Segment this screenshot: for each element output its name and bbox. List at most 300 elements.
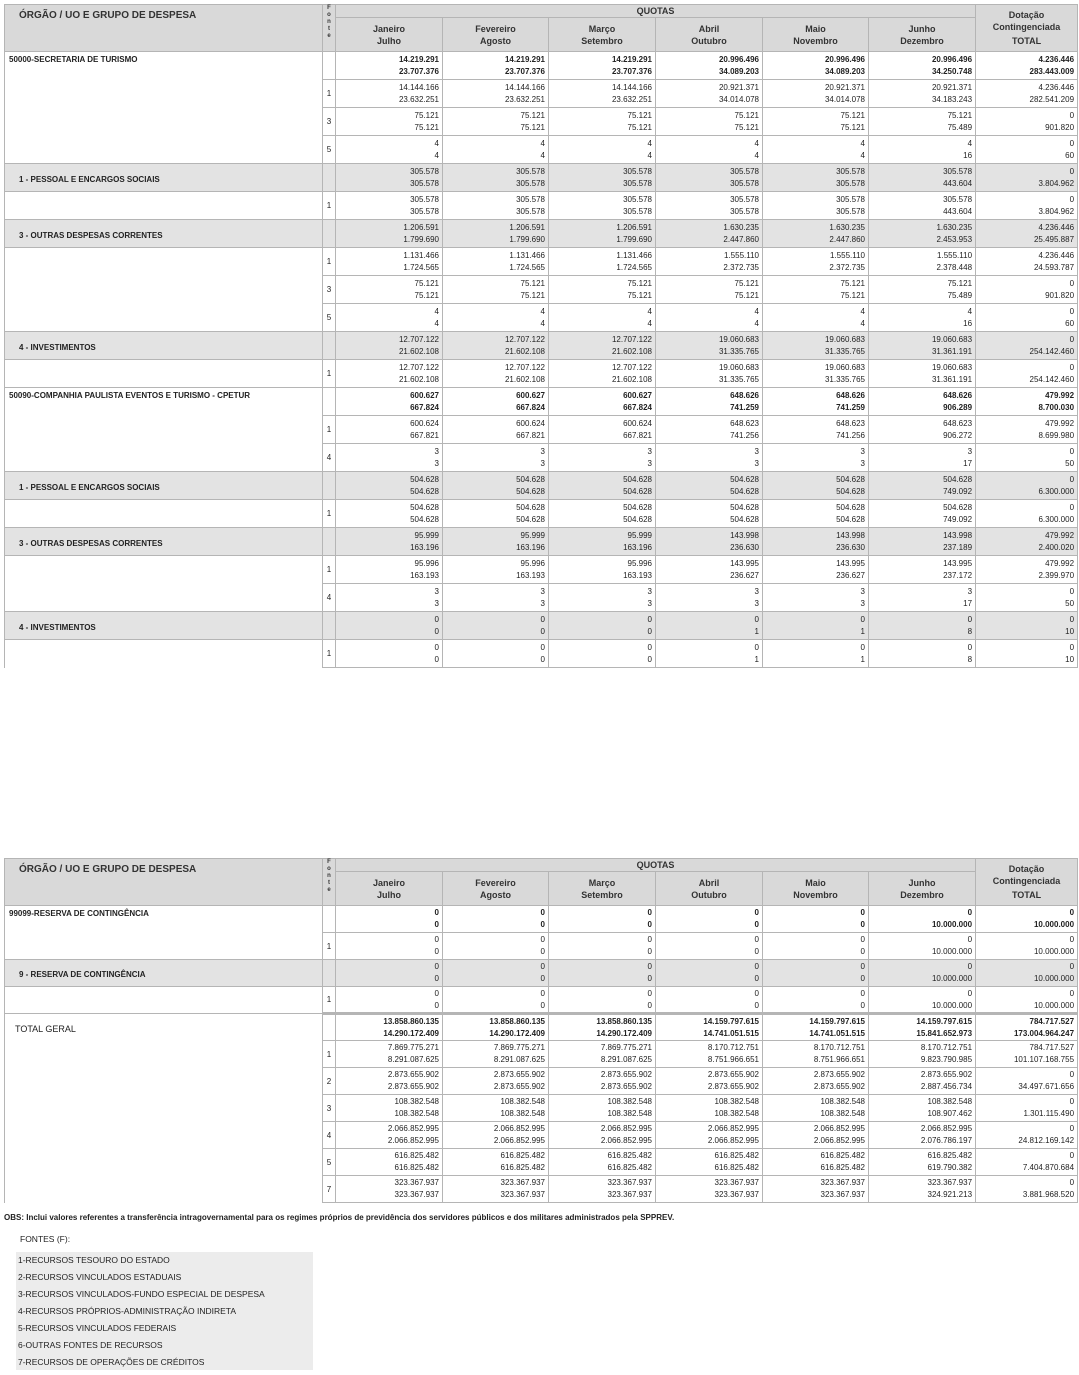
quota-cell [656, 556, 763, 584]
value-first-half: 20.996.496 [931, 54, 973, 64]
value-second-half: 0 [860, 1000, 865, 1010]
column-header-month [656, 18, 763, 52]
value-first-half: 4.236.446 [1038, 54, 1075, 64]
value-second-half: 1.799.690 [509, 234, 545, 244]
value-second-half: 50 [1065, 598, 1075, 608]
quota-cell [549, 584, 656, 612]
group-summary-row [5, 960, 1078, 987]
value-first-half: 143.998 [730, 530, 759, 540]
value-first-half: 0 [1069, 334, 1075, 344]
quota-cell [976, 444, 1078, 472]
fonte-cell: 4 [323, 1122, 336, 1149]
quota-cell [763, 906, 869, 933]
value-second-half: 324.921.213 [927, 1190, 973, 1199]
value-first-half: 0 [434, 988, 439, 998]
quota-cell [869, 528, 976, 556]
quota-cell [976, 220, 1078, 248]
quota-cell [549, 933, 656, 960]
month-first-half: Maio [805, 877, 826, 888]
value-second-half: 0 [647, 626, 652, 636]
quota-cell [869, 1041, 976, 1068]
value-first-half: 4 [647, 306, 652, 316]
value-first-half: 0 [1069, 194, 1075, 204]
value-second-half: 108.907.462 [927, 1109, 973, 1118]
value-second-half: 0 [540, 654, 545, 664]
value-second-half: 2.873.655.902 [707, 1082, 759, 1091]
quota-cell [549, 1149, 656, 1176]
column-header-dotacao [976, 859, 1078, 906]
value-second-half: 4 [540, 150, 545, 160]
value-second-half: 8.291.087.625 [493, 1055, 545, 1064]
quota-cell [869, 612, 976, 640]
value-second-half: 2.372.735 [723, 262, 759, 272]
value-second-half: 8 [967, 654, 973, 664]
label-cell [5, 1068, 323, 1095]
value-second-half: 24.812.169.142 [1018, 1136, 1075, 1145]
value-second-half: 4 [754, 150, 759, 160]
value-first-half: 2.066.852.995 [707, 1124, 759, 1133]
value-first-half: 504.628 [943, 474, 973, 484]
column-header-month [443, 872, 549, 906]
fonte-row [5, 556, 1078, 584]
value-first-half: 75.121 [414, 110, 439, 120]
quota-cell [549, 444, 656, 472]
value-second-half: 906.289 [943, 402, 973, 412]
value-second-half: 23.707.376 [611, 66, 652, 76]
quota-cell [549, 1041, 656, 1068]
value-first-half: 75.121 [840, 278, 865, 288]
value-first-half: 0 [754, 935, 759, 944]
value-first-half: 2.873.655.902 [387, 1070, 439, 1079]
fonte-cell [323, 332, 336, 360]
quota-cell [656, 472, 763, 500]
quota-cell [549, 556, 656, 584]
quota-cell [869, 192, 976, 220]
value-first-half: 305.578 [836, 194, 865, 204]
value-second-half: 0 [540, 974, 545, 983]
quota-cell [443, 584, 549, 612]
value-first-half: 0 [434, 908, 439, 917]
quota-cell [763, 1176, 869, 1203]
value-second-half: 108.382.548 [394, 1109, 439, 1118]
quota-cell [549, 164, 656, 192]
value-second-half: 0 [647, 920, 652, 929]
quota-cell [763, 528, 869, 556]
quota-cell [549, 416, 656, 444]
group-summary-row [5, 332, 1078, 360]
value-first-half: 616.825.482 [500, 1151, 545, 1160]
quota-cell [336, 220, 443, 248]
value-second-half: 305.578 [623, 206, 652, 216]
value-first-half: 108.382.548 [394, 1097, 439, 1106]
value-first-half: 479.992 [1045, 558, 1075, 568]
value-second-half: 75.121 [520, 122, 545, 132]
value-second-half: 75.121 [840, 290, 865, 300]
quota-cell [869, 1176, 976, 1203]
month-second-half: Novembro [793, 889, 838, 900]
value-second-half: 305.578 [516, 206, 545, 216]
value-second-half: 163.193 [516, 570, 545, 580]
value-first-half: 600.627 [623, 390, 652, 400]
value-first-half: 19.060.683 [931, 334, 973, 344]
quota-cell [549, 136, 656, 164]
quota-cell [976, 472, 1078, 500]
quota-cell [976, 1014, 1078, 1041]
group-summary-row [5, 164, 1078, 192]
value-second-half: 17 [963, 598, 973, 608]
quota-cell [443, 612, 549, 640]
quota-cell [549, 360, 656, 388]
quota-cell [336, 556, 443, 584]
fonte-cell: 1 [323, 416, 336, 444]
value-second-half: 0 [434, 974, 439, 983]
quota-cell [656, 248, 763, 276]
quota-cell [656, 52, 763, 80]
value-second-half: 667.821 [410, 430, 439, 440]
value-first-half: 7.869.775.271 [493, 1043, 545, 1052]
fonte-row [5, 276, 1078, 304]
value-first-half: 143.998 [943, 530, 973, 540]
value-first-half: 143.995 [836, 558, 865, 568]
value-first-half: 648.623 [836, 418, 865, 428]
value-first-half: 1.131.466 [509, 250, 545, 260]
value-second-half: 901.820 [1045, 122, 1075, 132]
value-second-half: 0 [540, 947, 545, 956]
value-second-half: 14.741.051.515 [703, 1028, 759, 1038]
quota-cell [336, 360, 443, 388]
value-second-half: 8.291.087.625 [387, 1055, 439, 1064]
quota-cell [869, 248, 976, 276]
value-first-half: 600.624 [410, 418, 439, 428]
label-cell [5, 444, 323, 472]
quota-cell [549, 304, 656, 332]
value-first-half: 0 [967, 962, 973, 971]
value-second-half: 305.578 [730, 178, 759, 188]
value-first-half: 504.628 [410, 502, 439, 512]
orgao-label: 50000-SECRETARIA DE TURISMO [5, 52, 323, 80]
quota-cell [763, 52, 869, 80]
value-second-half: 0 [860, 947, 865, 956]
quota-cell [763, 444, 869, 472]
value-second-half: 10.000.000 [1033, 1000, 1075, 1010]
quota-cell [763, 164, 869, 192]
quota-cell [549, 220, 656, 248]
fonte-cell [323, 388, 336, 416]
grupo-despesa-label: 4 - INVESTIMENTOS [5, 612, 323, 640]
quota-cell [869, 444, 976, 472]
value-second-half: 3 [754, 598, 759, 608]
quota-cell [869, 416, 976, 444]
value-second-half: 4 [434, 318, 439, 328]
quota-cell [869, 220, 976, 248]
value-first-half: 0 [754, 962, 759, 971]
value-second-half: 34.014.078 [824, 94, 865, 104]
value-first-half: 0 [860, 614, 865, 624]
value-second-half: 4 [860, 150, 865, 160]
quota-cell [549, 987, 656, 1014]
quota-cell [656, 164, 763, 192]
value-second-half: 504.628 [623, 514, 652, 524]
column-header-fonte [323, 859, 336, 906]
quota-cell [763, 80, 869, 108]
quota-cell [869, 108, 976, 136]
quota-cell [549, 1122, 656, 1149]
quota-cell [976, 987, 1078, 1014]
value-second-half: 254.142.460 [1029, 346, 1075, 356]
fonte-cell: 7 [323, 1176, 336, 1203]
quota-cell [763, 416, 869, 444]
quota-cell [869, 584, 976, 612]
value-first-half: 305.578 [623, 194, 652, 204]
value-first-half: 0 [860, 962, 865, 971]
value-first-half: 2.066.852.995 [920, 1124, 973, 1133]
value-second-half: 75.121 [840, 122, 865, 132]
value-second-half: 305.578 [516, 178, 545, 188]
value-first-half: 0 [1069, 1070, 1075, 1079]
month-second-half: Julho [377, 35, 401, 46]
value-second-half: 75.121 [414, 122, 439, 132]
quota-cell [869, 80, 976, 108]
value-second-half: 0 [860, 974, 865, 983]
quota-cell [443, 80, 549, 108]
month-second-half: Dezembro [900, 889, 944, 900]
month-first-half: Fevereiro [475, 23, 516, 34]
value-second-half: 2.887.456.734 [920, 1082, 973, 1091]
fonte-row [5, 136, 1078, 164]
value-first-half: 0 [1069, 474, 1075, 484]
quota-cell [549, 500, 656, 528]
quota-cell [976, 416, 1078, 444]
fonte-cell: 4 [323, 444, 336, 472]
quota-cell [763, 192, 869, 220]
quota-cell [549, 960, 656, 987]
label-cell [5, 1095, 323, 1122]
value-second-half: 667.824 [410, 402, 439, 412]
value-first-half: 479.992 [1045, 390, 1075, 400]
value-second-half: 50 [1065, 458, 1075, 468]
value-second-half: 6.300.000 [1038, 514, 1075, 524]
value-first-half: 600.627 [410, 390, 439, 400]
value-first-half: 0 [1069, 908, 1075, 917]
value-first-half: 3 [540, 446, 545, 456]
label-cell [5, 304, 323, 332]
quota-cell [869, 933, 976, 960]
value-second-half: 108.382.548 [500, 1109, 545, 1118]
value-second-half: 323.367.937 [820, 1190, 865, 1199]
value-first-half: 75.121 [627, 278, 652, 288]
value-second-half: 3 [647, 598, 652, 608]
value-second-half: 23.632.251 [504, 94, 545, 104]
quota-cell [869, 136, 976, 164]
value-second-half: 10.000.000 [931, 920, 973, 929]
quota-cell [656, 360, 763, 388]
quota-cell [976, 136, 1078, 164]
quota-cell [656, 1122, 763, 1149]
label-cell [5, 416, 323, 444]
quota-cell [336, 987, 443, 1014]
quota-cell [976, 108, 1078, 136]
value-first-half: 1.630.235 [723, 222, 759, 232]
value-first-half: 3 [860, 446, 865, 456]
value-second-half: 0 [647, 654, 652, 664]
value-second-half: 34.497.671.656 [1018, 1082, 1075, 1091]
value-first-half: 0 [1069, 138, 1075, 148]
value-second-half: 323.367.937 [394, 1190, 439, 1199]
quota-cell [549, 640, 656, 668]
value-second-half: 616.825.482 [500, 1163, 545, 1172]
value-first-half: 305.578 [836, 166, 865, 176]
value-first-half: 2.873.655.902 [920, 1070, 973, 1079]
fonte-cell: 5 [323, 304, 336, 332]
value-second-half: 21.602.108 [398, 374, 439, 384]
value-first-half: 784.717.527 [1029, 1016, 1075, 1026]
value-first-half: 0 [1069, 1151, 1075, 1160]
value-first-half: 0 [860, 642, 865, 652]
quota-cell [976, 906, 1078, 933]
value-first-half: 600.627 [516, 390, 545, 400]
value-first-half: 0 [754, 614, 759, 624]
quota-cell [443, 1095, 549, 1122]
value-second-half: 75.489 [947, 122, 973, 132]
value-first-half: 4 [967, 306, 973, 316]
month-first-half: Fevereiro [475, 877, 516, 888]
value-second-half: 504.628 [730, 514, 759, 524]
quota-cell [443, 276, 549, 304]
value-first-half: 479.992 [1045, 418, 1075, 428]
value-first-half: 0 [1069, 306, 1075, 316]
quota-cell [549, 388, 656, 416]
value-second-half: 163.196 [410, 542, 439, 552]
value-first-half: 3 [647, 586, 652, 596]
value-second-half: 667.824 [516, 402, 545, 412]
value-first-half: 3 [967, 446, 973, 456]
value-second-half: 305.578 [836, 178, 865, 188]
value-first-half: 2.873.655.902 [707, 1070, 759, 1079]
quota-cell [336, 332, 443, 360]
quota-cell [443, 304, 549, 332]
value-second-half: 667.821 [623, 430, 652, 440]
value-second-half: 21.602.108 [504, 374, 545, 384]
value-second-half: 1.301.115.490 [1023, 1109, 1075, 1118]
quota-cell [656, 276, 763, 304]
fonte-cell: 1 [323, 500, 336, 528]
quota-cell [656, 933, 763, 960]
value-first-half: 2.066.852.995 [813, 1124, 865, 1133]
value-first-half: 0 [540, 988, 545, 998]
quota-cell [336, 276, 443, 304]
label-cell [5, 80, 323, 108]
value-first-half: 75.121 [840, 110, 865, 120]
value-second-half: 4 [647, 318, 652, 328]
quota-cell [976, 1095, 1078, 1122]
quota-cell [443, 108, 549, 136]
fonte-legend-item: 5-RECURSOS VINCULADOS FEDERAIS [18, 1323, 177, 1333]
fonte-letter: o [327, 866, 331, 872]
quota-cell [336, 584, 443, 612]
group-summary-row [5, 220, 1078, 248]
fonte-cell: 1 [323, 248, 336, 276]
fonte-row [5, 80, 1078, 108]
value-first-half: 2.066.852.995 [493, 1124, 545, 1133]
quota-cell [976, 360, 1078, 388]
quota-cell [763, 612, 869, 640]
quota-cell [976, 332, 1078, 360]
quota-cell [656, 500, 763, 528]
value-first-half: 305.578 [730, 194, 759, 204]
orgao-label: 50090-COMPANHIA PAULISTA EVENTOS E TURISMO - CPETUR [5, 388, 323, 416]
quota-cell [549, 1176, 656, 1203]
value-second-half: 4 [540, 318, 545, 328]
quota-cell [443, 248, 549, 276]
quota-cell [443, 500, 549, 528]
value-second-half: 10 [1065, 654, 1075, 664]
value-first-half: 4 [434, 306, 439, 316]
value-second-half: 237.189 [943, 542, 973, 552]
label-cell [5, 360, 323, 388]
value-second-half: 14.290.172.409 [596, 1028, 652, 1038]
value-first-half: 14.159.797.615 [703, 1016, 759, 1026]
quota-cell [976, 164, 1078, 192]
value-second-half: 75.121 [520, 290, 545, 300]
value-first-half: 0 [860, 908, 865, 917]
quota-cell [336, 1095, 443, 1122]
value-second-half: 9.823.790.985 [920, 1055, 973, 1064]
quota-cell [976, 1068, 1078, 1095]
quota-cell [763, 500, 869, 528]
quota-cell [336, 1176, 443, 1203]
column-header-month [549, 18, 656, 52]
value-first-half: 12.707.122 [611, 362, 652, 372]
value-second-half: 504.628 [410, 486, 439, 496]
value-second-half: 1.724.565 [616, 262, 652, 272]
value-first-half: 0 [434, 935, 439, 944]
quota-cell [549, 332, 656, 360]
month-second-half: Novembro [793, 35, 838, 46]
value-second-half: 31.361.191 [931, 374, 973, 384]
value-second-half: 25.495.887 [1033, 234, 1075, 244]
value-first-half: 784.717.527 [1029, 1043, 1075, 1052]
quota-cell [869, 906, 976, 933]
value-second-half: 31.335.765 [824, 374, 865, 384]
value-first-half: 19.060.683 [824, 362, 865, 372]
group-summary-row [5, 472, 1078, 500]
value-first-half: 504.628 [943, 502, 973, 512]
fonte-row [5, 1095, 1078, 1122]
quota-cell [336, 108, 443, 136]
quota-cell [656, 80, 763, 108]
value-second-half: 906.272 [943, 430, 973, 440]
value-first-half: 14.219.291 [398, 54, 439, 64]
label-cell [5, 1176, 323, 1203]
quota-cell [549, 472, 656, 500]
value-first-half: 1.630.235 [936, 222, 973, 232]
value-first-half: 14.159.797.615 [809, 1016, 865, 1026]
value-second-half: 14.290.172.409 [489, 1028, 545, 1038]
value-first-half: 616.825.482 [394, 1151, 439, 1160]
value-second-half: 163.193 [410, 570, 439, 580]
value-first-half: 1.555.110 [724, 250, 759, 260]
fonte-letter: F [327, 5, 331, 11]
org-summary-row [5, 52, 1078, 80]
quota-cell [656, 416, 763, 444]
value-second-half: 3.881.968.520 [1022, 1190, 1075, 1199]
fonte-row [5, 584, 1078, 612]
value-first-half: 3 [434, 446, 439, 456]
value-second-half: 504.628 [730, 486, 759, 496]
value-first-half: 20.921.371 [824, 82, 865, 92]
quota-cell [443, 640, 549, 668]
quota-cell [976, 1041, 1078, 1068]
